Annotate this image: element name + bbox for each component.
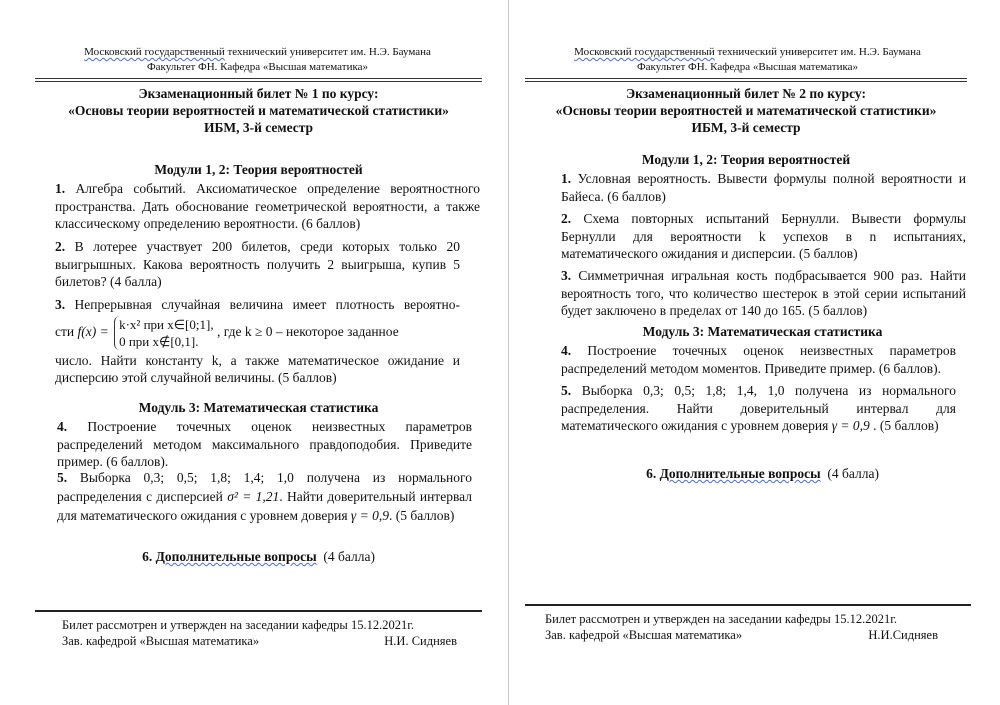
faculty-line: Факультет ФН. Кафедра «Высшая математика» bbox=[636, 61, 859, 73]
footer-rule bbox=[35, 610, 482, 612]
question-text: Выборка 0,3; 0,5; 1,8; 1,4; 1,0 получена из нормального распределения с дисперсией bbox=[57, 470, 472, 504]
question-6 bbox=[35, 549, 482, 565]
question-text: Выборка 0,3; 0,5; 1,8; 1,4, 1,0 получена из нормального распределения. Найти доверительный интервал для математического ожидания с уровнем доверия bbox=[561, 383, 956, 433]
module-heading: Модули 1, 2: Теория вероятностей bbox=[641, 152, 851, 167]
question-4 bbox=[57, 418, 472, 471]
question-number: 5. bbox=[561, 383, 572, 398]
question-number: 6. bbox=[142, 549, 153, 564]
question-1 bbox=[561, 170, 966, 205]
question-number: 3. bbox=[55, 297, 66, 312]
question-text: Непрерывная случайная величина имеет плотность вероятно- bbox=[65, 297, 460, 312]
question-2 bbox=[55, 238, 460, 291]
question-3 bbox=[561, 267, 966, 320]
case-2: 0 при x∉[0,1]. bbox=[119, 333, 199, 349]
header-rule bbox=[35, 78, 482, 82]
university-name-underlined: Московский государственный bbox=[84, 46, 225, 58]
question-number: 2. bbox=[561, 211, 572, 226]
question-number: 4. bbox=[57, 419, 68, 434]
density-formula bbox=[55, 316, 460, 350]
question-number: 6. bbox=[646, 466, 657, 481]
question-text: , где k ≥ 0 – некоторое заданное bbox=[216, 323, 399, 339]
faculty-line: Факультет ФН. Кафедра «Высшая математика» bbox=[146, 61, 369, 73]
approval-line: Билет рассмотрен и утвержден на заседании кафедры 15.12.2021г. bbox=[62, 618, 415, 632]
question-number: 1. bbox=[561, 171, 572, 186]
points: (4 балла) bbox=[323, 549, 375, 564]
question-1 bbox=[55, 180, 480, 233]
question-text: Алгебра событий. Аксиоматическое определение вероятностного пространства. Дать обоснование геометрической вероятности, а также классическому определению вероятности. (6 баллов) bbox=[55, 181, 480, 231]
points: (4 балла) bbox=[827, 466, 879, 481]
question-text: . Найти доверительный интервал для математического ожидания с уровнем доверия bbox=[57, 489, 472, 523]
university-header bbox=[35, 45, 480, 75]
question-text: Схема повторных испытаний Бернулли. Вывести формулы Бернулли для вероятности k успехов в n испытаниях, математического ожидания и дисперсии. (5 баллов) bbox=[561, 211, 966, 261]
variance-formula: σ² = 1,21 bbox=[227, 489, 280, 504]
ticket-2-page bbox=[509, 0, 1000, 705]
question-text: В лотерее участвует 200 билетов, среди которых только 20 выигрышных. Какова вероятность получить 2 выигрыша, купив 5 билетов? (4 балла) bbox=[55, 239, 460, 289]
case-1: k·x² при x∈[0;1], bbox=[119, 316, 214, 332]
title-line: ИБМ, 3-й семестр bbox=[691, 120, 801, 135]
question-text: Симметричная игральная кость подбрасывается 900 раз. Найти вероятность того, что количество шестерок в этой серии испытаний будет заключено в пределах от 140 до 165. (5 баллов) bbox=[561, 268, 966, 318]
header-rule bbox=[525, 78, 967, 82]
question-number: 3. bbox=[561, 268, 572, 283]
piecewise-cases bbox=[114, 316, 214, 350]
question-number: 1. bbox=[55, 181, 66, 196]
question-4 bbox=[561, 342, 956, 377]
question-6 bbox=[525, 466, 1000, 482]
module-heading: Модуль 3: Математическая статистика bbox=[642, 324, 883, 339]
title-line: «Основы теории вероятностей и математической статистики» bbox=[68, 103, 449, 118]
question-5 bbox=[57, 468, 472, 525]
ticket-title bbox=[35, 85, 482, 136]
question-text: Условная вероятность. Вывести формулы полной вероятности и Байеса. (6 баллов) bbox=[561, 171, 966, 204]
question-2 bbox=[561, 210, 966, 263]
module-heading: Модуль 3: Математическая статистика bbox=[138, 400, 379, 415]
question-number: 4. bbox=[561, 343, 572, 358]
title-line: «Основы теории вероятностей и математической статистики» bbox=[555, 103, 937, 118]
question-text: сти bbox=[55, 323, 78, 339]
university-header bbox=[525, 45, 970, 75]
confidence-formula: γ = 0,9 bbox=[350, 508, 389, 523]
university-name: технический университет им. Н.Э. Баумана bbox=[224, 46, 431, 58]
question-text: . (5 баллов) bbox=[388, 508, 455, 523]
signatory-name: Н.И. Сидняев bbox=[384, 634, 457, 648]
question-number: 2. bbox=[55, 239, 66, 254]
formula-lhs: f(x) = bbox=[77, 323, 109, 339]
question-text: Построение точечных оценок неизвестных параметров распределений методом моментов. Приведите пример. (6 баллов). bbox=[561, 343, 956, 376]
question-text: Дополнительные вопросы bbox=[155, 549, 317, 564]
signatory-name: Н.И.Сидняев bbox=[868, 628, 938, 642]
module-heading: Модули 1, 2: Теория вероятностей bbox=[154, 162, 363, 177]
ticket-title bbox=[525, 85, 967, 136]
question-5 bbox=[561, 382, 956, 435]
head-of-department: Зав. кафедрой «Высшая математика» bbox=[545, 628, 743, 642]
question-number: 5. bbox=[57, 470, 68, 485]
title-line: ИБМ, 3-й семестр bbox=[203, 120, 314, 135]
question-text: Построение точечных оценок неизвестных параметров распределений методом максимального правдоподобия. Приведите пример. (6 баллов). bbox=[57, 419, 472, 469]
footer-rule bbox=[525, 604, 971, 606]
footer bbox=[545, 611, 938, 643]
question-text: . (5 баллов) bbox=[869, 418, 939, 433]
question-text: Дополнительные вопросы bbox=[659, 466, 821, 481]
confidence-formula: γ = 0,9 bbox=[831, 418, 870, 433]
head-of-department: Зав. кафедрой «Высшая математика» bbox=[62, 634, 260, 648]
question-text: число. Найти константу k, а также математическое ожидание и дисперсию этой случайной величины. (5 баллов) bbox=[55, 352, 460, 385]
university-name-underlined: Московский государственный bbox=[574, 46, 715, 58]
title-line: Экзаменационный билет № 2 по курсу: bbox=[625, 86, 866, 101]
title-line: Экзаменационный билет № 1 по курсу: bbox=[138, 86, 379, 101]
footer bbox=[62, 617, 457, 649]
question-3 bbox=[55, 296, 460, 387]
approval-line: Билет рассмотрен и утвержден на заседании кафедры 15.12.2021г. bbox=[545, 612, 898, 626]
university-name: технический университет им. Н.Э. Баумана bbox=[714, 46, 921, 58]
